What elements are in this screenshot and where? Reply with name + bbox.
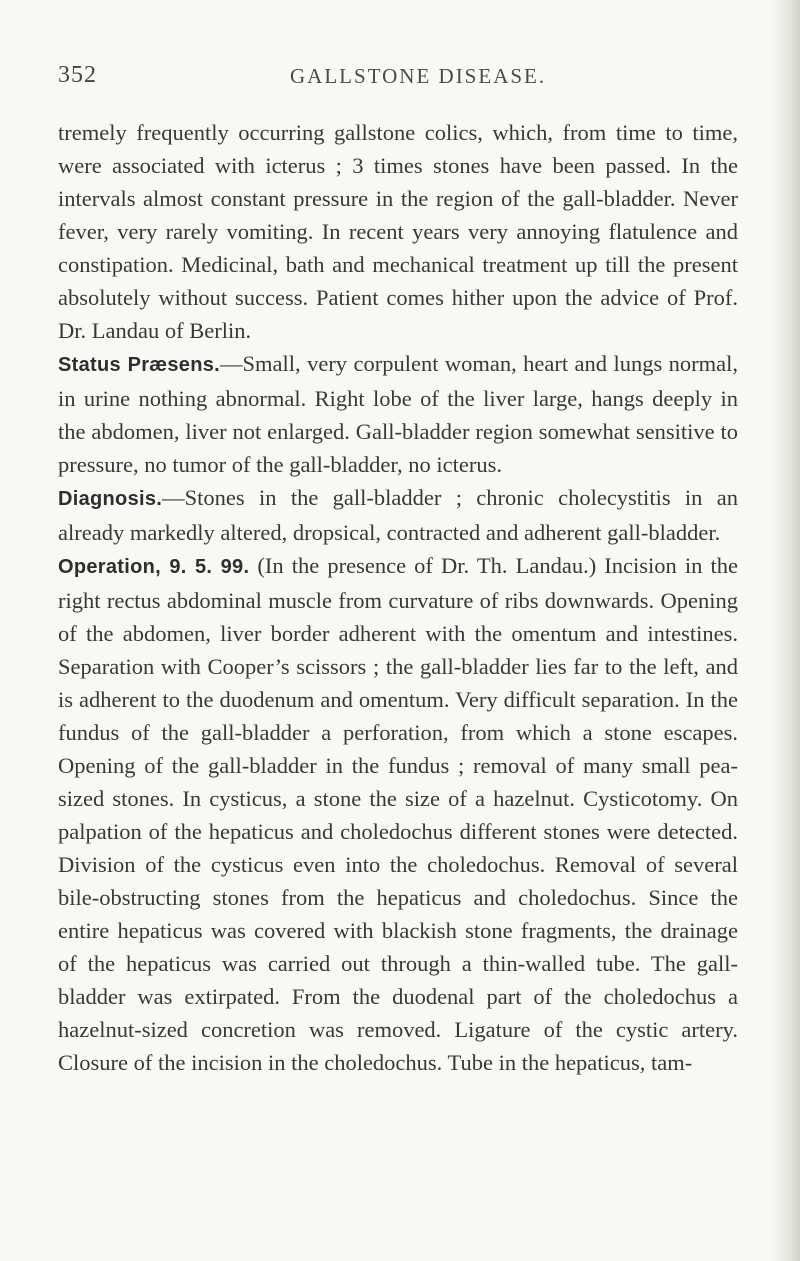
page-header	[58, 62, 758, 102]
page-number: 352	[58, 62, 97, 88]
paragraph-status	[58, 347, 738, 481]
paragraph-operation	[58, 549, 738, 1079]
diagnosis-text: —Stones in the gall-bladder ; chronic cholecystitis in an already markedly altered, dropsical, contracted and adherent gall-bladder.	[58, 485, 738, 545]
status-text: —Small, very corpulent woman, heart and lungs normal, in urine nothing abnormal. Right lobe of the liver large, hangs deeply in the abdomen, liver not enlarged. Gall-bladder region somewhat sensitive to pressure, no tumor of the gall-bladder, no icterus.	[58, 351, 738, 477]
page-edge-shadow	[770, 0, 800, 1261]
paragraph-diagnosis	[58, 481, 738, 549]
diagnosis-lead: Diagnosis.	[58, 488, 163, 510]
operation-text: (In the presence of Dr. Th. Landau.) Incision in the right rectus abdominal muscle from curvature of ribs downwards. Opening of the abdomen, liver border adherent with the omentum and intestines. Separation with Cooper’s scissors ; the gall-bladder lies far to the left, and is adherent to the duodenum and omentum. Very difficult separation. In the fundus of the gall-bladder a perforation, from which a stone escapes. Opening of the gall-bladder in the fundus ; removal of many small pea-sized stones. In cysticus, a stone the size of a hazelnut. Cysticotomy. On palpation of the hepaticus and choledochus different stones were detected. Division of the cysticus even into the choledochus. Removal of several bile-obstructing stones from the hepaticus and choledochus. Since the entire hepaticus was covered with blackish stone fragments, the drainage of the hepaticus was carried out through a thin-walled tube. The gall-bladder was extirpated. From the duodenal part of the choledochus a hazelnut-sized concretion was removed. Ligature of the cystic artery. Closure of the incision in the choledochus. Tube in the hepaticus, tam-	[58, 553, 739, 1075]
operation-lead: Operation, 9. 5. 99.	[58, 556, 250, 578]
body-text	[58, 116, 738, 1079]
paragraph-history: tremely frequently occurring gallstone colics, which, from time to time, were associated with icterus ; 3 times stones have been passed. In the intervals almost constant pressure in the region of the gall-bladder. Never fever, very rarely vomiting. In recent years very annoying flatulence and constipation. Medicinal, bath and mechanical treatment up till the present absolutely without success. Patient comes hither upon the advice of Prof. Dr. Landau of Berlin.	[58, 120, 738, 343]
running-head: GALLSTONE DISEASE.	[290, 64, 547, 88]
status-lead: Status Præsens.	[58, 354, 221, 376]
